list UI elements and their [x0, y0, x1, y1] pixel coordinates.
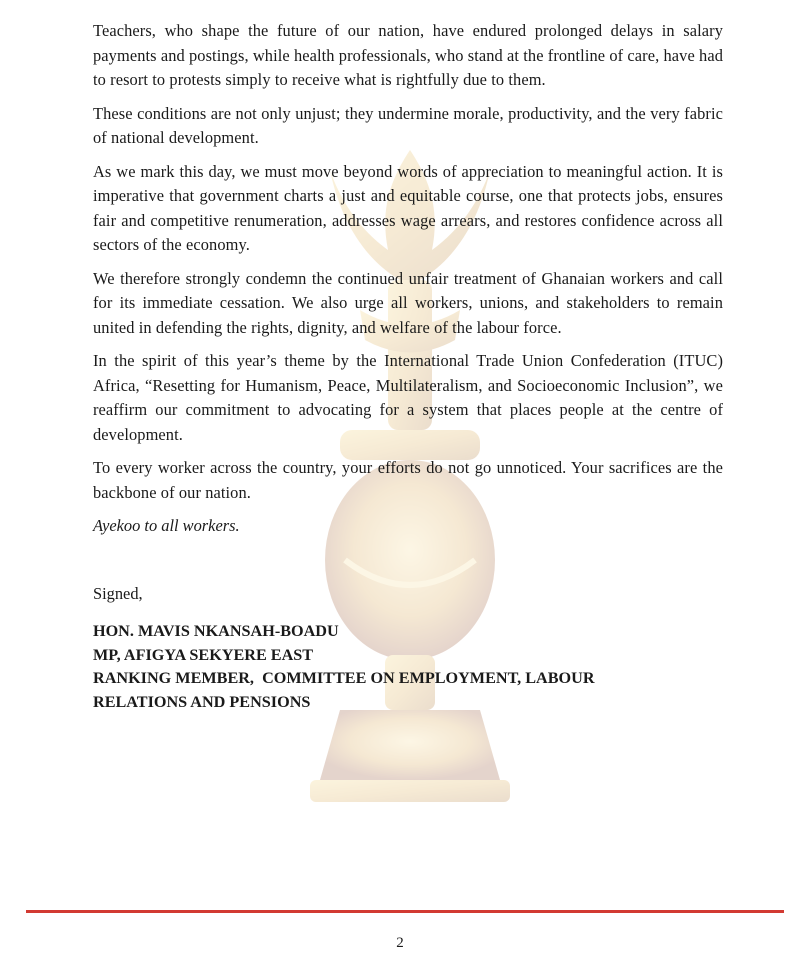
signature-block [93, 620, 723, 714]
paragraph: To every worker across the country, your efforts do not go unnoticed. Your sacrifices are the backbone of our nation. [93, 458, 723, 502]
paragraph: We therefore strongly condemn the continued unfair treatment of Ghanaian workers and call for its immediate cessation. We also urge all workers, unions, and stakeholders to remain united in defending the rights, dignity, and welfare of the labour force. [93, 268, 723, 337]
closing-line: Ayekoo to all workers. [93, 516, 240, 535]
footer-divider [26, 910, 784, 913]
paragraph: In the spirit of this year’s theme by the International Trade Union Confederation (ITUC) Africa, “Resetting for Humanism, Peace, Multilateralism, and Socioeconomic Inclusion”, we reaffirm our commitment to advocating for a system that places people at the centre of development. [93, 351, 723, 444]
document-body [93, 19, 723, 714]
paragraph: These conditions are not only unjust; they undermine morale, productivity, and the very fabric of national development. [93, 103, 723, 147]
signatory-name: HON. MAVIS NKANSAH-BOADU [93, 622, 339, 640]
page-number: 2 [396, 935, 404, 951]
paragraph: Teachers, who shape the future of our nation, have endured prolonged delays in salary payments and postings, while health professionals, who stand at the frontline of care, have had to resort to protests simply to receive what is rightfully due to them. [93, 21, 723, 89]
signed-label: Signed, [93, 583, 143, 603]
paragraph: As we mark this day, we must move beyond words of appreciation to meaningful action. It is imperative that government charts a just and equitable course, one that protects jobs, ensures fair and competitive renumeration, addresses wage arrears, and restores confidence across all sectors of the economy. [93, 161, 723, 254]
signatory-title: RANKING MEMBER, COMMITTEE ON EMPLOYMENT, LABOUR [93, 669, 595, 687]
signatory-title: RELATIONS AND PENSIONS [93, 692, 311, 711]
signatory-title: MP, AFIGYA SEKYERE EAST [93, 645, 314, 664]
